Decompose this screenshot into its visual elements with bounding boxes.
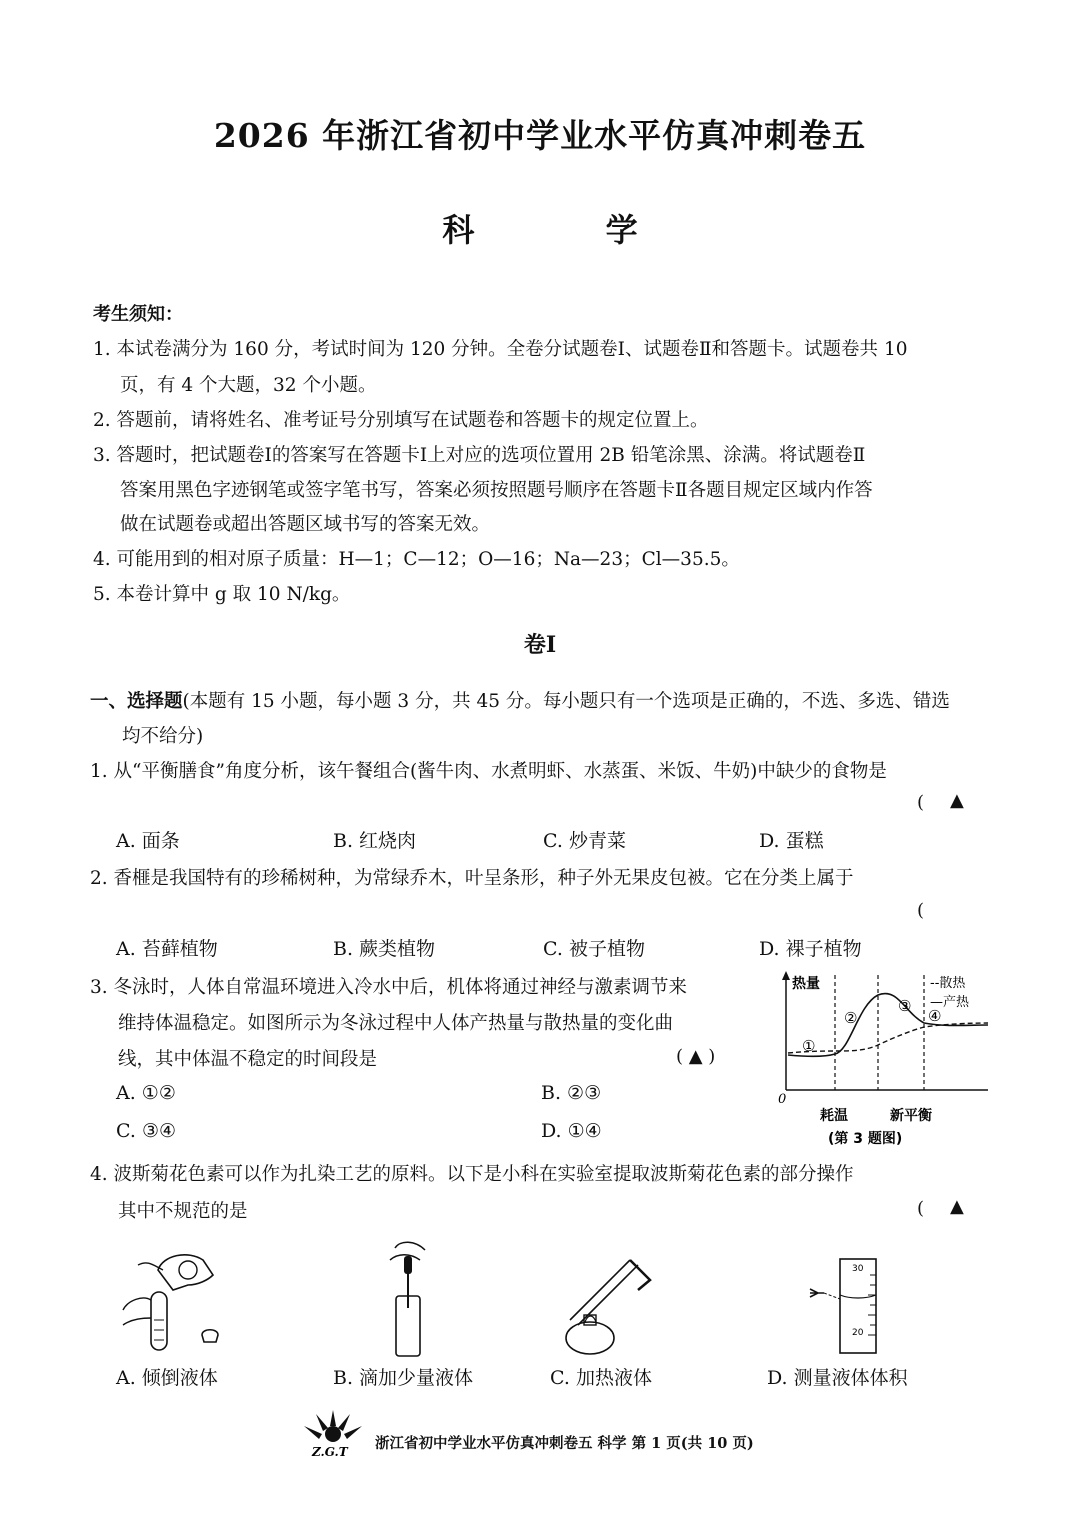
q3-region-2: ② — [844, 1009, 858, 1027]
notice-line-8: 5. 本卷计算中 g 取 10 N/kg。 — [93, 584, 351, 605]
q4-stem-line-2: 其中不规范的是 — [118, 1201, 248, 1222]
q4-option-c: C. 加热液体 — [550, 1367, 652, 1389]
q3-stem-line-1: 3. 冬泳时，人体自常温环境进入冷水中后，机体将通过神经与激素调节来 — [90, 977, 688, 998]
section-heading-rest: (本题有 15 小题，每小题 3 分，共 45 分。每小题只有一个选项是正确的，不选、多选、错选 — [182, 691, 950, 712]
q3-option-a: A. ①② — [116, 1082, 176, 1104]
q4-answer-blank: ( — [917, 1198, 925, 1219]
q2-option-d: D. 裸子植物 — [759, 938, 862, 960]
q4-dropper-figure — [380, 1238, 450, 1360]
notice-line-7: 4. 可能用到的相对原子质量：H—1；C—12；O—16；Na—23；Cl—35.5。 — [93, 549, 740, 570]
q4-pouring-liquid-figure — [118, 1240, 228, 1360]
q3-region-4: ④ — [928, 1007, 942, 1025]
notice-line-3: 2. 答题前，请将姓名、准考证号分别填写在试题卷和答题卡的规定位置上。 — [93, 410, 709, 431]
section-heading — [90, 687, 950, 713]
q4-heating-figure — [560, 1250, 660, 1360]
q3-ylabel: 热量 — [792, 976, 820, 992]
notice-line-1: 1. 本试卷满分为 160 分，考试时间为 120 分钟。全卷分试题卷Ⅰ、试题卷Ⅱ和答题卡。试题卷共 10 — [93, 339, 908, 360]
q3-answer-blank: ( ▲ ) — [676, 1046, 716, 1067]
q2-option-c: C. 被子植物 — [543, 938, 645, 960]
notice-line-6: 做在试题卷或超出答题区域书写的答案无效。 — [120, 514, 491, 535]
q3-region-3: ③ — [898, 997, 912, 1015]
q3-figure-caption: (第 3 题图) — [828, 1131, 903, 1147]
q1-stem: 1. 从“平衡膳食”角度分析，该午餐组合(酱牛肉、水煮明虾、水蒸蛋、米饭、牛奶)中缺少的食物是 — [90, 761, 887, 782]
q1-answer-mark: ▲ — [950, 790, 964, 811]
q3-dissipation-curve — [788, 1023, 988, 1053]
q2-option-a: A. 苔藓植物 — [116, 938, 218, 960]
q4-option-b: B. 滴加少量液体 — [333, 1367, 474, 1389]
section-heading-bold: 一、选择题 — [90, 691, 183, 712]
q1-option-d: D. 蛋糕 — [759, 830, 824, 852]
section-title: 卷Ⅰ — [523, 632, 557, 658]
q3-option-c: C. ③④ — [116, 1120, 177, 1142]
q3-option-d: D. ①④ — [541, 1120, 602, 1142]
q4-stem-line-1: 4. 波斯菊花色素可以作为扎染工艺的原料。以下是小科在实验室提取波斯菊花色素的部分操作 — [90, 1164, 854, 1185]
publisher-logo — [302, 1408, 364, 1460]
exam-title: 2026 年浙江省初中学业水平仿真冲刺卷五 — [213, 116, 867, 155]
q2-option-b: B. 蕨类植物 — [333, 938, 436, 960]
notice-line-2: 页，有 4 个大题，32 个小题。 — [120, 375, 377, 396]
q3-origin: 0 — [778, 1092, 787, 1107]
section-heading-line2: 均不给分) — [122, 726, 204, 747]
q1-answer-blank: ( — [917, 792, 925, 813]
subject-title: 科 学 — [442, 211, 698, 249]
q3-heat-curve-figure — [770, 965, 995, 1150]
notice-heading: 考生须知： — [93, 304, 183, 325]
q1-option-b: B. 红烧肉 — [333, 830, 417, 852]
q4-option-a: A. 倾倒液体 — [116, 1367, 218, 1389]
q4-option-d: D. 测量液体体积 — [767, 1367, 908, 1389]
q3-stem-line-2: 维持体温稳定。如图所示为冬泳过程中人体产热量与散热量的变化曲 — [118, 1013, 674, 1034]
q4-graduated-cylinder-figure — [800, 1255, 890, 1355]
q4-cylinder-mark-30: 30 — [852, 1264, 864, 1274]
notice-line-4: 3. 答题时，把试题卷Ⅰ的答案写在答题卡Ⅰ上对应的选项位置用 2B 铅笔涂黑、涂满。将试题卷Ⅱ — [93, 445, 866, 466]
publisher-logo-text: Z.G.T — [312, 1445, 348, 1459]
q3-tick-balance: 新平衡 — [890, 1108, 932, 1124]
page-footer: 浙江省初中学业水平仿真冲刺卷五 科学 第 1 页(共 10 页) — [375, 1435, 754, 1452]
q1-option-a: A. 面条 — [116, 830, 180, 852]
q4-answer-mark: ▲ — [950, 1196, 964, 1217]
q3-stem-line-3: 线，其中体温不稳定的时间段是 — [118, 1049, 378, 1070]
q3-legend-production: —产热 — [930, 995, 970, 1010]
q2-stem: 2. 香榧是我国特有的珍稀树种，为常绿乔木，叶呈条形，种子外无果皮包被。它在分类上属于 — [90, 868, 854, 889]
q1-option-c: C. 炒青菜 — [543, 830, 626, 852]
q3-region-1: ① — [802, 1037, 816, 1055]
notice-line-5: 答案用黑色字迹钢笔或签字笔书写，答案必须按照题号顺序在答题卡Ⅱ各题目规定区域内作答 — [120, 480, 873, 501]
q2-answer-blank: ( — [917, 900, 925, 921]
q4-cylinder-mark-20: 20 — [852, 1328, 864, 1338]
q3-tick-cold: 耗温 — [820, 1108, 848, 1124]
q3-option-b: B. ②③ — [541, 1082, 602, 1104]
q3-legend-dissipation: --散热 — [930, 976, 966, 991]
